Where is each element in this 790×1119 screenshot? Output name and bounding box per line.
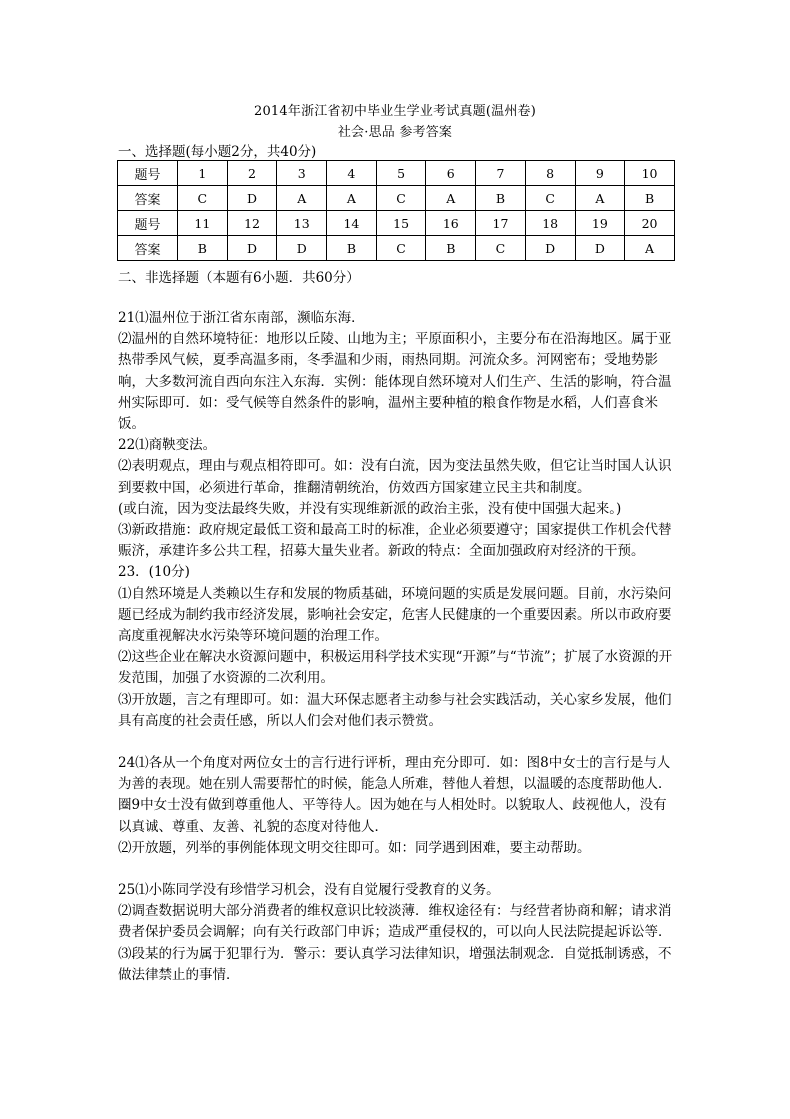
table-row (118, 161, 675, 186)
table-row-header: 答案 (118, 236, 178, 261)
paragraph-gap (118, 859, 678, 880)
document-title: 2014年浙江省初中毕业生学业考试真题(温州卷) (253, 104, 537, 119)
table-row-header: 题号 (118, 211, 178, 236)
table-cell: A (426, 186, 476, 211)
section-1-heading: 一、选择题(每小题2分，共40分) (118, 144, 317, 160)
table-cell: 18 (525, 211, 575, 236)
table-cell: 17 (476, 211, 526, 236)
table-cell: C (376, 186, 426, 211)
table-cell: A (625, 236, 675, 261)
table-cell: D (227, 186, 277, 211)
table-row-header: 题号 (118, 161, 178, 186)
document-subtitle: 社会·思品 参考答案 (337, 125, 453, 140)
table-cell: D (277, 236, 327, 261)
table-cell: B (327, 236, 377, 261)
table-cell: A (575, 186, 625, 211)
answer-paragraph: ⑶段某的行为属于犯罪行为．警示：要认真学习法律知识，增强法制观念．自觉抵制诱惑，不做法律禁止的事情． (118, 945, 672, 983)
answer-paragraph: ⑵表明观点，理由与观点相符即可。如：没有白流，因为变法虽然失败，但它让当时国人认识到要救中国，必须进行革命，推翻清朝统治，仿效西方国家建立民主共和制度。 (118, 458, 672, 496)
table-cell: B (625, 186, 675, 211)
table-cell: D (525, 236, 575, 261)
table-cell: 19 (575, 211, 625, 236)
table-cell: 20 (625, 211, 675, 236)
table-cell: 4 (327, 161, 377, 186)
table-cell: D (575, 236, 625, 261)
table-cell: B (178, 236, 228, 261)
table-cell: 1 (178, 161, 228, 186)
answer-paragraph: 22⑴商鞅变法。 (118, 437, 217, 454)
table-cell: C (476, 236, 526, 261)
table-cell: C (525, 186, 575, 211)
answer-paragraph: 24⑴各从一个角度对两位女士的言行进行评析，理由充分即可．如：图8中女士的言行是与人为善的表现。她在别人需要帮忙的时候，能急人所难，替他人着想，以温暖的态度帮助他人．圈9中女士没有做到尊重他人、平等待人。因为她在与人相处时。以貌取人、歧视他人，没有以真诚、尊重、友善、礼貌的态度对待他人． (118, 755, 672, 835)
table-cell: A (327, 186, 377, 211)
table-cell: 14 (327, 211, 377, 236)
table-cell: 13 (277, 211, 327, 236)
paragraph-gap (118, 732, 678, 753)
table-cell: 5 (376, 161, 426, 186)
answer-paragraph: ⑵开放题，列举的事例能体现文明交往即可。如：同学遇到困难，要主动帮助。 (118, 839, 591, 856)
table-cell: 7 (476, 161, 526, 186)
table-row (118, 186, 675, 211)
table-cell: 9 (575, 161, 625, 186)
table-cell: C (178, 186, 228, 211)
answer-paragraph: ⑴自然环境是人类赖以生存和发展的物质基础，环境问题的实质是发展问题。目前，水污染问题已经成为制约我市经济发展，影响社会安定，危害人民健康的一个重要因素。所以市政府要高度重视解决水污染等环境问题的治理工作。 (118, 585, 672, 645)
paragraph-gap (118, 287, 678, 308)
table-row (118, 236, 675, 261)
answer-paragraph: 23．(10分) (118, 564, 190, 581)
table-cell: B (426, 236, 476, 261)
answer-paragraph: 25⑴小陈同学没有珍惜学习机会，没有自觉履行受教育的义务。 (118, 882, 500, 899)
answer-paragraph: ⑵这些企业在解决水资源问题中，积极运用科学技术实现“开源”与“节流”；扩展了水资源的开发范围，加强了水资源的二次利用。 (118, 649, 673, 687)
answer-paragraph: ⑵调查数据说明大部分消费者的维权意识比较淡薄．维权途径有：与经营者协商和解；请求消费者保护委员会调解；向有关行政部门申诉；造成严重侵权的，可以向人民法院提起诉讼等． (118, 903, 672, 941)
table-row-header: 答案 (118, 186, 178, 211)
answer-body (118, 287, 678, 986)
answer-paragraph: (或白流，因为变法最终失败，并没有实现维新派的政治主张，没有使中国强大起来。) (118, 500, 622, 517)
answer-table (117, 160, 675, 261)
table-cell: 8 (525, 161, 575, 186)
table-cell: 3 (277, 161, 327, 186)
answer-paragraph: 21⑴温州位于浙江省东南部，濒临东海． (118, 310, 365, 326)
table-cell: 6 (426, 161, 476, 186)
table-cell: 10 (625, 161, 675, 186)
answer-paragraph: ⑶新政措施：政府规定最低工资和最高工时的标准，企业必须要遵守；国家提供工作机会代替赈济，承建许多公共工程，招募大量失业者。新政的特点：全面加强政府对经济的干预。 (118, 522, 672, 560)
table-cell: D (227, 236, 277, 261)
table-cell: 12 (227, 211, 277, 236)
table-cell: C (376, 236, 426, 261)
table-cell: 15 (376, 211, 426, 236)
table-cell: 11 (178, 211, 228, 236)
table-cell: A (277, 186, 327, 211)
table-cell: 16 (426, 211, 476, 236)
table-cell: B (476, 186, 526, 211)
table-row (118, 211, 675, 236)
section-2-heading: 二、非选择题（本题有6小题．共60分） (118, 270, 360, 286)
table-cell: 2 (227, 161, 277, 186)
answer-paragraph: ⑶开放题，言之有理即可。如：温大环保志愿者主动参与社会实践活动，关心家乡发展，他们具有高度的社会责任感，所以人们会对他们表示赞赏。 (118, 691, 672, 729)
answer-paragraph: ⑵温州的自然环境特征：地形以丘陵、山地为主；平原面积小，主要分布在沿海地区。属于亚热带季风气候，夏季高温多雨，冬季温和少雨，雨热同期。河流众多。河网密布；受地势影响，大多数河流自西向东注入东海．实例：能体现自然环境对人们生产、生活的影响，符合温州实际即可．如：受气候等自然条件的影响，温州主要种植的粮食作物是水稻，人们喜食米饭。 (118, 331, 672, 433)
